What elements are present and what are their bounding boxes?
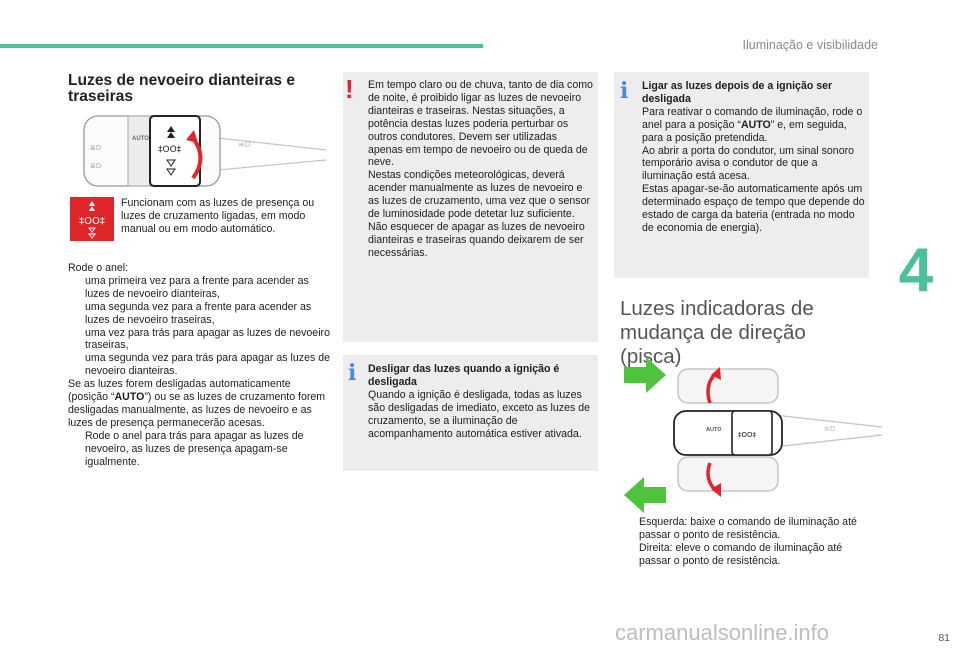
list-item: uma primeira vez para a frente para acender as luzes de nevoeiro dianteiras, [85,274,309,300]
left-arrow-icon [624,477,666,513]
list-item: Esquerda: baixe o comando de iluminação até passar o ponto de resistência. [639,516,857,541]
svg-text:‡OO‡: ‡OO‡ [79,216,105,227]
info-ignition-on-text: Ligar as luzes depois de a ignição ser desligada Para reativar o comando de iluminação, rode o anel para a posição “AUTO” e, em seguida, para a posição pretendida. Ao abrir a porta do condutor, um sinal sonoro temporário avisa o condutor de que a iluminação está acesa. Estas apagar-se-ão automaticamente após um determinado espaço de tempo que depende do estado de carga da bateria (entrada no modo de economia de energia). [642,80,865,234]
fog-icon-caption: Funcionam com as luzes de presença ou luzes de cruzamento ligadas, em modo manual ou em modo automático. [121,197,315,235]
list-item: Direita: eleve o comando de iluminação até passar o ponto de resistência. [639,541,843,567]
header-accent-bar [0,44,483,48]
info-ignition-on-title: Ligar as luzes depois de a ignição ser desligada [642,80,833,105]
info-icon: i [348,360,357,386]
info-icon: i [620,78,629,104]
info-ignition-off-text: Desligar das luzes quando a ignição é desligada Quando a ignição é desligada, todas as luzes são desligadas de imediato, exceto as luzes de cruzamento, se a iluminação de acompanhamento automática estiver ativada. [368,363,591,440]
list-item: uma segunda vez para trás para apagar as luzes de nevoeiro dianteiras. [85,352,330,378]
svg-text:‡OO‡: ‡OO‡ [738,431,757,439]
svg-text:≡D: ≡D [238,140,251,149]
turn-stalk-auto-label: AUTO [706,427,722,433]
warning-text: Em tempo claro ou de chuva, tanto de dia como de noite, é proibido ligar as luzes de nevoeiro dianteiras e traseiras. Nestas situações, a potência destas luzes poderia perturbar os outros condutores. Devem ser utilizadas apenas em tempo de nevoeiro ou de queda de neve. Nestas condições meteorológicas, deverá acender manualmente as luzes de nevoeiro e as luzes de cruzamento, uma vez que o sensor de luminosidade pode detetar luz suficiente. Não esquecer de apagar as luzes de nevoeiro dianteiras e traseiras quando deixarem de ser necessárias. [368,79,593,259]
info-ignition-off-title: Desligar das luzes quando a ignição é desligada [368,363,560,388]
stalk-auto-label: AUTO [132,136,149,142]
watermark: carmanualsonline.info [615,620,830,645]
svg-text:‡OO‡: ‡OO‡ [158,145,182,155]
list-item: uma vez para trás para apagar as luzes de nevoeiro traseiras, [85,326,330,352]
turn-section-title: Luzes indicadoras de mudança de direção (pisca) [620,297,814,368]
svg-text:≡D: ≡D [824,425,836,433]
warning-icon: ! [345,74,354,104]
fog-stalk-illustration [68,110,328,190]
fog-intro: Rode o anel: [68,262,129,274]
fog-light-icon [70,197,114,241]
turn-signal-illustration [614,355,884,515]
right-arrow-icon [624,357,666,393]
fog-instructions [68,262,330,469]
list-item: uma segunda vez para a frente para acender as luzes de nevoeiro traseiras, [85,300,312,326]
list-item: Rode o anel para trás para apagar as luzes de nevoeiro, as luzes de presença apagam-se igualmente. [85,429,304,468]
fog-section-title: Luzes de nevoeiro dianteiras e traseiras [68,72,296,105]
chapter-number: 4 [898,236,934,305]
fog-auto-paragraph: Se as luzes forem desligadas automaticamente (posição “AUTO”) ou se as luzes de cruzamento forem desligadas manualmente, as luzes de nevoeiro e as luzes de presença permanecerão acesas. [68,378,326,429]
chapter-title: Iluminação e visibilidade [742,38,878,52]
svg-text:≣D: ≣D [90,144,102,152]
turn-instructions [622,516,872,568]
page-number: 81 [938,632,950,644]
svg-text:≣D: ≣D [90,162,102,170]
